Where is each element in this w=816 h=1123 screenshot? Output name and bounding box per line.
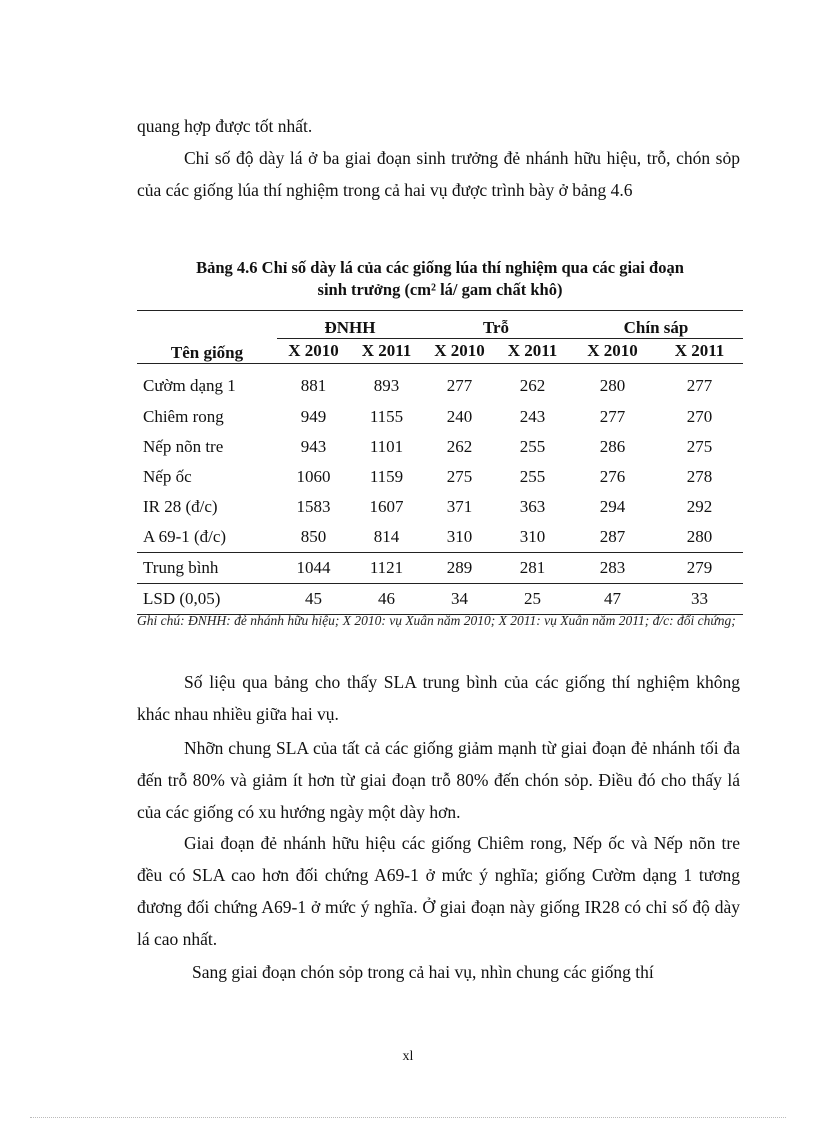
paragraph-4: Sang giai đoạn chón sỏp trong cả hai vụ, nhìn chung các giống thí: [192, 962, 654, 982]
table-row: [137, 402, 743, 432]
table-cell: 893: [373, 376, 400, 395]
table-cell: 255: [519, 437, 546, 456]
table-caption-line1: Bảng 4.6 Chỉ số dày lá của các giống lúa thí nghiệm qua các giai đoạn: [196, 258, 684, 277]
table-cell: 283: [569, 553, 656, 584]
table-cell: 275: [686, 437, 713, 456]
table-row: [137, 522, 743, 553]
header-group-chin-sap: Chín sáp: [569, 311, 743, 339]
table-cell: 281: [496, 553, 569, 584]
subheader: X 2010: [277, 339, 350, 364]
table-cell: 1101: [369, 437, 404, 456]
table-cell: 279: [656, 553, 743, 584]
table-cell: 371: [446, 497, 473, 516]
table-cell: 814: [373, 527, 400, 546]
table-cell: 292: [686, 497, 713, 516]
variety-name: Nếp ốc: [143, 467, 192, 486]
table-cell: 310: [519, 527, 546, 546]
table-cell: 240: [446, 407, 473, 426]
table-cell: 1121: [350, 553, 423, 584]
variety-name: Nếp nõn tre: [143, 437, 224, 456]
lsd-label: LSD (0,05): [137, 584, 277, 615]
table-cell: 881: [300, 376, 327, 395]
table-cell: 1060: [296, 467, 331, 486]
subheader: X 2011: [496, 339, 569, 364]
paragraph-1: Số liệu qua bảng cho thấy SLA trung bình của các giống thí nghiệm không khác nhau nhiều giữa hai vụ.: [137, 672, 740, 724]
summary-label: Trung bình: [137, 553, 277, 584]
table-row: [137, 462, 743, 492]
subheader: X 2011: [656, 339, 743, 364]
table-cell: 1155: [369, 407, 404, 426]
page-number: xl: [402, 1049, 414, 1064]
subheader: X 2010: [423, 339, 496, 364]
page-divider: [30, 1117, 786, 1118]
table-cell: 277: [599, 407, 626, 426]
table-row: [137, 432, 743, 462]
table-cell: 276: [599, 467, 626, 486]
table-cell: 280: [599, 376, 626, 395]
table-cell: 1159: [369, 467, 404, 486]
table-row: [137, 492, 743, 522]
table-cell: 289: [423, 553, 496, 584]
table-caption-line2: sinh trưởng (cm² lá/ gam chất khô): [317, 280, 563, 299]
variety-name: A 69-1 (đ/c): [143, 527, 227, 546]
table-cell: 275: [446, 467, 473, 486]
table-cell: 949: [300, 407, 327, 426]
table-row: [137, 364, 743, 403]
table-cell: 45: [277, 584, 350, 615]
table-cell: 255: [519, 467, 546, 486]
table-cell: 277: [446, 376, 473, 395]
table-cell: 270: [686, 407, 713, 426]
table-cell: 25: [496, 584, 569, 615]
table-cell: 943: [300, 437, 327, 456]
table-cell: 850: [300, 527, 327, 546]
table-cell: 294: [599, 497, 626, 516]
table-caption: [137, 257, 743, 301]
lsd-row: [137, 584, 743, 615]
header-group-tro: Trỗ: [423, 311, 569, 339]
table-cell: 310: [446, 527, 473, 546]
table-cell: 46: [350, 584, 423, 615]
sla-table: [137, 310, 743, 615]
table-cell: 1044: [277, 553, 350, 584]
table-cell: 287: [599, 527, 626, 546]
paragraph-intro-end: quang hợp được tốt nhất.: [137, 116, 313, 136]
table-cell: 1607: [369, 497, 404, 516]
table-cell: 278: [686, 467, 713, 486]
table-cell: 47: [569, 584, 656, 615]
table-cell: 34: [423, 584, 496, 615]
paragraph-table-intro: Chỉ số độ dày lá ở ba giai đoạn sinh trưởng đẻ nhánh hữu hiệu, trỗ, chón sỏp của các giống lúa thí nghiệm trong cả hai vụ được trình bày ở bảng 4.6: [137, 148, 740, 200]
table-cell: 33: [656, 584, 743, 615]
table-cell: 363: [519, 497, 546, 516]
table-note: Ghi chú: ĐNHH: đẻ nhánh hữu hiệu; X 2010: vụ Xuân năm 2010; X 2011: vụ Xuân năm 2011; đ/c: đối chứng;: [137, 613, 736, 628]
table-cell: 243: [519, 407, 546, 426]
subheader: X 2011: [350, 339, 423, 364]
table-cell: 262: [446, 437, 473, 456]
variety-name: Cườm dạng 1: [143, 376, 236, 395]
variety-name: Chiêm rong: [143, 407, 224, 426]
subheader: X 2010: [569, 339, 656, 364]
table-cell: 280: [686, 527, 713, 546]
variety-name: IR 28 (đ/c): [143, 497, 218, 516]
paragraph-3: Giai đoạn đẻ nhánh hữu hiệu các giống Chiêm rong, Nếp ốc và Nếp nõn tre đều có SLA cao hơn đối chứng A69-1 ở mức ý nghĩa; giống Cườm dạng 1 tương đương đối chứng A69-1 ở mức ý nghĩa. Ở giai đoạn này giống IR28 có chỉ số độ dày lá cao nhất.: [137, 833, 740, 949]
summary-row: [137, 553, 743, 584]
table-cell: 277: [686, 376, 713, 395]
header-variety: Tên giống: [137, 311, 277, 364]
table-cell: 1583: [296, 497, 331, 516]
table-cell: 262: [519, 376, 546, 395]
header-group-dnhh: ĐNHH: [277, 311, 423, 339]
paragraph-2: Nhỡn chung SLA của tất cả các giống giảm mạnh từ giai đoạn đẻ nhánh tối đa đến trỗ 80% và giảm ít hơn từ giai đoạn trỗ 80% đến chón sỏp. Điều đó cho thấy lá của các giống có xu hướng ngày một dày hơn.: [137, 738, 740, 822]
table-cell: 286: [599, 437, 626, 456]
